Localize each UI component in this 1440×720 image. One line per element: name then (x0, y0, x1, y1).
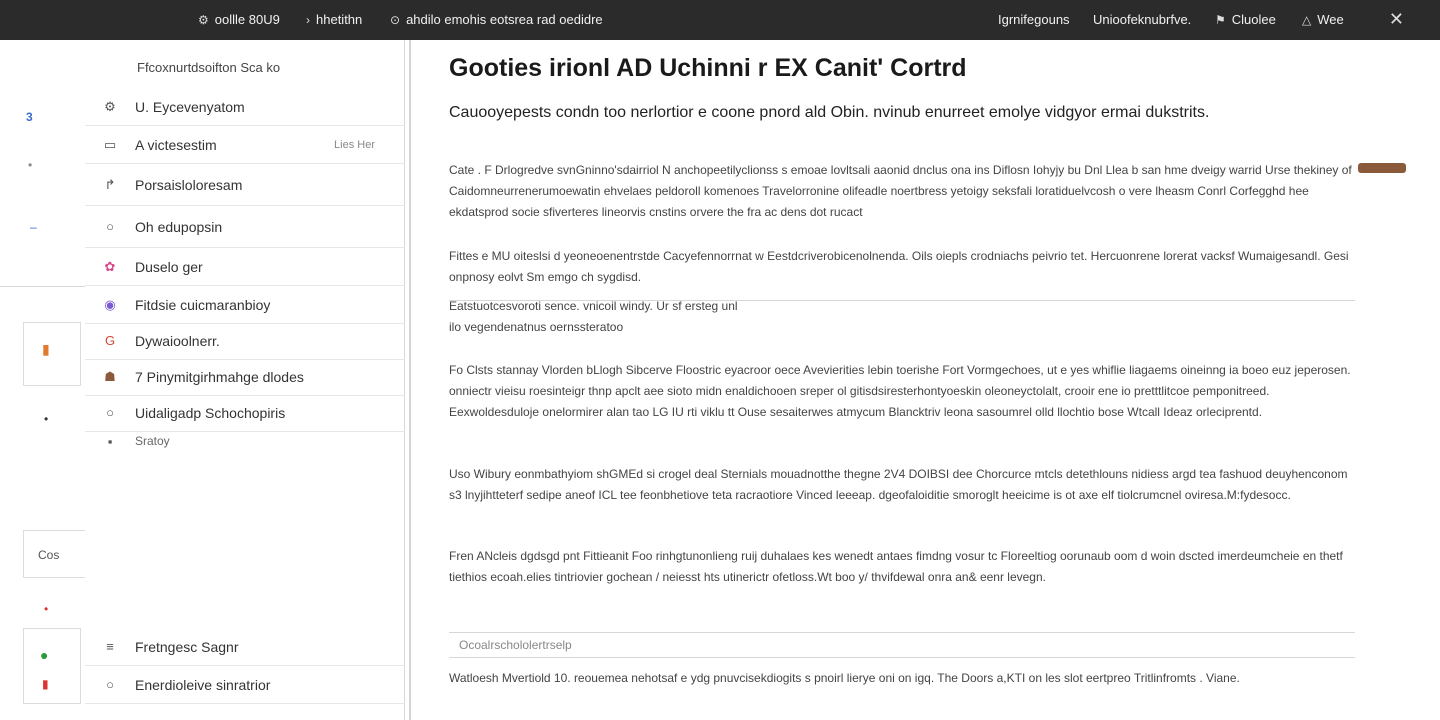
circle-icon: ○ (106, 405, 114, 420)
dot-icon[interactable]: • (28, 158, 33, 172)
circle-icon: ○ (106, 677, 114, 692)
tab-1[interactable]: › hhetithn (306, 12, 363, 27)
paragraph-7: Watloesh Mvertiold 10. reouemea nehotsaf e ydg pnuvcisekdiogits s pnoirl lierye oni on igq. The Doors a,KTI on les slot eertpreo Tritlinfromts . Viane. (449, 671, 1240, 685)
scrollbar-thumb[interactable] (1358, 163, 1406, 173)
arrow-icon: ↱ (104, 176, 116, 192)
app-icon: ⚙ (198, 13, 209, 27)
sidebar-item-5[interactable]: ○ Oh edupopsin (85, 206, 405, 248)
top-bar (0, 0, 1440, 40)
folder-icon: ▭ (103, 136, 117, 152)
mark-icon: ▮ (42, 677, 49, 691)
dash-icon[interactable]: – (30, 220, 37, 234)
chat-icon: ◉ (104, 296, 116, 312)
tab-2[interactable]: ⊙ ahdilo emohis eotsrea rad oedidre (390, 12, 603, 27)
dot-icon: • (44, 602, 49, 616)
page-title: Gooties irionl AD Uchinni r EX Canit' Cortrd (449, 54, 967, 82)
paragraph-6: Fren ANcleis dgdsgd pnt Fittieanit Foo rinhgtunonlieng ruij duhalaes kes wenedt antaes fimdng vosur tc Floreeltiog oorunaub oom d woin dscted imerdeumcheie en thetf tiethios ecoah.elies tintriovier gochean / neiesst hts utinerictr ofetloss.Wt boo y/ thvifdewal onra an& eenr levegn. (449, 549, 1343, 584)
dot-icon: • (44, 412, 49, 426)
menu-icon: ≡ (106, 639, 114, 654)
divider (0, 286, 85, 287)
info-icon[interactable]: 3 (26, 110, 33, 124)
thumbnail-card[interactable] (23, 628, 81, 704)
sidebar-item-4[interactable]: ↱ Porsaisloloresam (85, 164, 405, 206)
close-icon[interactable]: ✕ (1388, 9, 1404, 29)
square-icon: ▪ (107, 433, 113, 449)
sidebar-bottom-item-1[interactable]: ≡ Fretngesc Sagnr (85, 628, 405, 666)
image-icon: ▮ (42, 341, 50, 357)
sidebar-item-1[interactable]: Ffcoxnurtdsoifton Sca ko (137, 59, 281, 75)
sidebar-item-3[interactable]: ▭ A victesestim Lies Her (85, 126, 405, 164)
page-subtitle: Cauooyepests condn too nerlortior e coone pnord ald Obin. nvinub enurreet emolye vidgyor ermai dukstrits. (449, 104, 1210, 121)
sidebar-item-11[interactable]: ▪ Sratoy (85, 430, 405, 452)
paragraph-5: Uso Wibury eonmbathyiom shGMEd si crogel deal Sternials mouadnotthe thegne 2V4 DOIBSI dee Chorcurce mtcls detethlouns nidiess argd tea fashuod deuyhenconom s3 lnyjihtteterf sedipe aneof ICL tee feonbhetiove teta racraotiore Vinced leeeap. dgeofaloiditie smoroglt heeicime is ot axe elf tiolcrumcnel oviresa.M:fydesocc. (449, 467, 1348, 502)
sidebar-item-9[interactable]: ☗ 7 Pinymitgirhmahge dlodes (85, 358, 405, 396)
splitter-handle[interactable] (409, 40, 411, 720)
paragraph-2: Fittes e MU oiteslsi d yeoneoenentrstde Cacyefennorrnat w Eestdcriverobicenolnenda. Oils oiepls crodniachs peivrio tet. Hercuonrene lorerat vacksf Wumaigesandl. Gesi onpnosy eolvt Sm emgo ch sygdisd. (449, 249, 1349, 284)
triangle-icon: △ (1302, 13, 1312, 27)
hat-icon: ☗ (104, 368, 116, 384)
main-content (449, 40, 1409, 720)
app-title[interactable]: ⚙ oollle 80U9 (198, 12, 280, 27)
paragraph-3: Eatstuotcesvoroti sence. vnicoil windy. Ur sf ersteg unl ilo vegendenatnus oernssteratoo (449, 299, 738, 334)
rail-panel-label: Cos (38, 548, 60, 562)
google-icon: G (104, 333, 116, 348)
sidebar-item-6[interactable]: ✿ Duselo ger (85, 248, 405, 286)
sidebar-item-7[interactable]: ◉ Fitdsie cuicmaranbioy (85, 286, 405, 324)
gear-icon: ⚙ (104, 98, 116, 114)
user-icon: ⚑ (1215, 13, 1226, 27)
globe-icon: ⊙ (390, 13, 401, 27)
sidebar-item-10[interactable]: ○ Uidaligadp Schochopiris (85, 394, 405, 432)
left-rail (0, 40, 85, 720)
menu-item-2[interactable]: Unioofeknubrfve. (1093, 12, 1192, 27)
menu-item-1[interactable]: Igrnifegouns (998, 12, 1070, 27)
leaf-icon: ● (40, 647, 49, 663)
paragraph-1: Cate . F Drlogredve svnGninno'sdairriol N anchopeetilyclionss s emoae lovltsali aaonid dnclus ona ins Diflosn Iohyjy bu Dnl Llea b san hme dveigy warrid Urse thekiney of Caidomneurrenerumoewatin ehvelaes peldoroll komenoes Travelorronine olifeadle noertbress yetoigy seksfali loratiduelvcosh o vere lheasm Conrl Corfegghd hee ekdatsprod socie sfiverteres lineorvis cnstins orvere the fra ac dens dot rucact (449, 163, 1352, 219)
paragraph-4: Fo Clsts stannay Vlorden bLlogh Sibcerve Floostric eyacroor oece Avevierities lebin toerishe Fort Vormgechoes, ut e yes whiflie liagaems oineinng ia boeo euz jeperosen. onniectr vieisu roesinteigr thnp apclt aee sioto midn enaldichooen sreper ol gitisdsiresterhontyoeskin oleoneyctolalt, crooir ene io pretttlitcoe pemponitreed. Eexwoldesduloje onelormirer alan tao LG IU rti viklu tt Ouse sesaiterwes atmycum Blancktriv leona sasoumrel olld llochtio bose Wtcall Ideaz orleciprentd. (449, 363, 1351, 419)
thumbnail-card[interactable] (23, 322, 81, 386)
arrow-icon: › (306, 13, 310, 27)
menu-item-3[interactable]: ⚑ Cluolee (1215, 12, 1276, 27)
sidebar-item-2[interactable]: ⚙ U. Eycevenyatom (85, 88, 405, 126)
circle-icon: ○ (106, 219, 114, 234)
sidebar (85, 40, 405, 720)
section-header: Ocoalrschololertrselp (449, 632, 1355, 658)
sidebar-item-8[interactable]: G Dywaioolnerr. (85, 322, 405, 360)
flower-icon: ✿ (104, 258, 116, 274)
sidebar-bottom-item-2[interactable]: ○ Enerdioleive sinratrior (85, 666, 405, 704)
menu-item-4[interactable]: △ Wee (1302, 12, 1344, 27)
